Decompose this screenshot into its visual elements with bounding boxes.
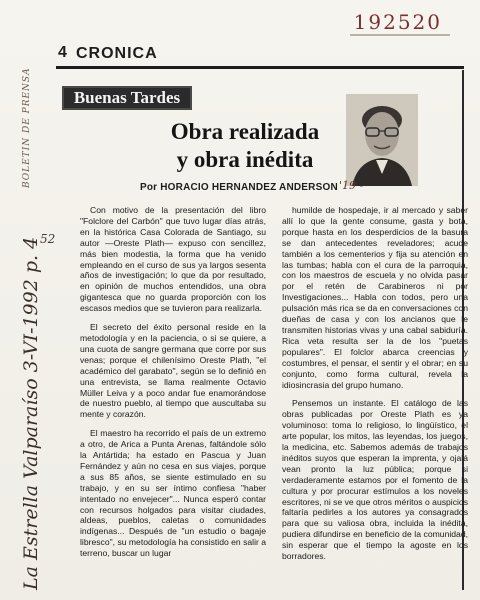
headline-line-1: Obra realizada [170,119,320,144]
paragraph: El secreto del éxito personal reside en la metodología y en la paciencia, o si se quiere, a una cuota de sangre germana que corre por sus venas; porque el chilenísimo Oreste Plath, "el académico del garabato", según se lo definió en una entrevista, se llama realmente Octavio Müller Leiva y a poco andar fue enamorándose de nuestro pueblo, al tiempo que auscultaba su mente y corazón. [80,322,266,420]
page-number: 4 [58,44,67,61]
archive-number: 192520 [353,10,442,34]
handwritten-source-note: La Estrella Valparaíso 3-VI-1992 p. 4 [20,236,42,590]
headline [130,118,360,174]
section-title: CRONICA [76,45,158,62]
headline-line-2: y obra inédita [176,147,314,172]
archive-underline [350,34,450,36]
article-column-left [80,205,266,567]
column-badge: Buenas Tardes [62,86,192,110]
byline-handwritten-note: '19 - [339,179,364,192]
paragraph: humilde de hospedaje, ir al mercado y saber allí lo que la gente consume, gasta y bota, porque hasta en los desperdicios de la basura se dan antecedentes reveladores; acude también a los cementerios y fija su atención en las tumbas; habla con el cura de la parroquia, con los maestros de escuela y no olvida pasar por el retén de Carabineros ni por Investigaciones... Habla con todos, pero una pulsación más rica se da en conversaciones con dueñas de casa y con los ancianos que le transmiten historias vivas y una cabal sabiduría. Rica veta resulta ser la de los "puetas populares". El folclor abarca creencias y costumbres, el pensar, el sentir y el obrar; en su conjunto, como forma cultural, revela la idiosincrasia del grupo humano. [282,205,468,390]
paragraph: El maestro ha recorrido el país de un extremo a otro, de Arica a Punta Arenas, faltándole sólo la Antártida; ha estado en Pascua y Juan Fernández y aún no cesa en sus viajes, porque a sus 85 años, se siente estimulado en su trabajo, y en su ser íntimo confiesa "haber intentado no envejecer"... Nunca esperó contar con recursos holgados para visitar ciudades, aldeas, pueblos, caletas o comunidades indígenas... Después de "un estudio o bagaje libresco", su metodología ha consistido en salir a terreno, buscar un lugar [80,428,267,559]
article-column-right [282,205,468,570]
author-portrait-image [346,94,418,186]
margin-handwritten-mark: 52 [40,232,56,246]
paragraph: Pensemos un instante. El catálogo de las obras publicadas por Oreste Plath es ya voluminoso: toma lo religioso, lo lingüístico, el arte popular, los mitos, las leyendas, los juegos, la medicina, etc. Sabemos además de trabajos inéditos suyos que esperan la imprenta, y ojalá vean pronto la luz pública; porque si verdaderamente estamos por el fomento de la cultura y por procurar estímulos a los noveles escritores, ni se ve que otros méritos o auspicios faltaría pedirles a los autores ya consagrados para que su valiosa obra, incluida la inédita, pudiera difundirse en beneficio de la comunidad, sin esperar que el tiempo la agoste en los borradores. [282,398,468,562]
byline: Por HORACIO HERNANDEZ ANDERSON [140,182,338,193]
side-stamp: BOLETIN DE PRENSA [22,67,32,188]
author-portrait [346,94,418,186]
header-rule [56,66,464,69]
paragraph: Con motivo de la presentación del libro "Folclore del Carbón" que tuvo lugar días atrás, en la histórica Casa Colorada de Santiago, su autor —Oreste Plath— expuso con sencillez, más bien modestia, la forma que ha venido empleando en el curso de sus ya largos sesenta años de investigación; lo que da por resultado, en opinión de muchos entendidos, una obra gigantesca que no guarda proporción con los escasos medios que se tuvieron para realizarla. [80,205,266,314]
